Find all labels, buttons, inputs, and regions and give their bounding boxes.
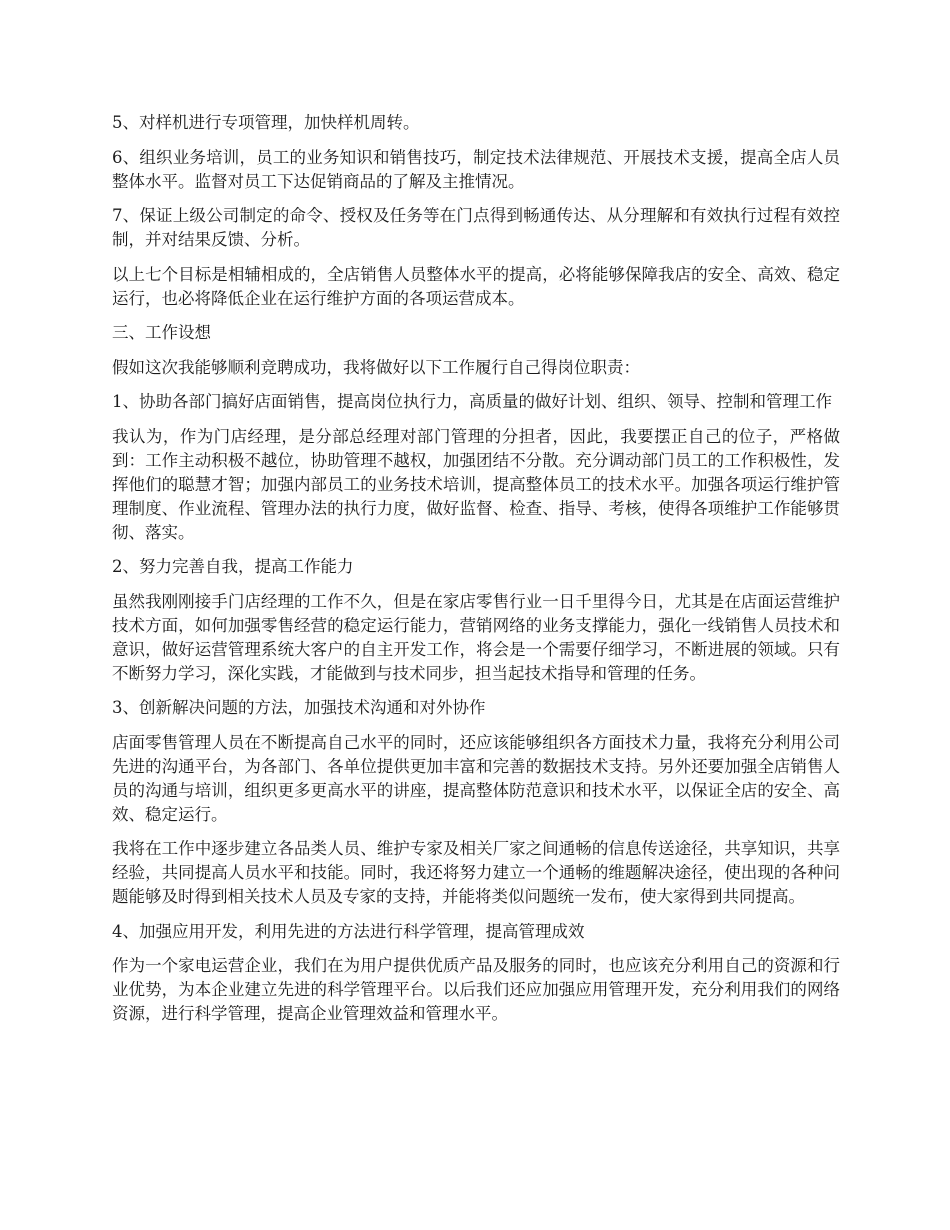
paragraph-business-training: 6、组织业务培训，员工的业务知识和销售技巧，制定技术法律规范、开展技术支援，提高全店人员整体水平。监督对员工下达促销商品的了解及主推情况。 [112, 147, 840, 191]
paragraph-self-improvement: 虽然我刚刚接手门店经理的工作不久，但是在家店零售行业一日千里得今日，尤其是在店面运营维护技术方面，如何加强零售经营的稳定运行能力，营销网络的业务支撑能力，强化一线销售人员技术和意识，做好运营管理系统大客户的自主开发工作，将会是一个需要仔细学习，不断进展的领域。只有不断努力学习，深化实践，才能做到与技术同步，担当起技术指导和管理的任务。 [112, 591, 840, 683]
subheading-innovation-collaboration: 3、创新解决问题的方法，加强技术沟通和对外协作 [112, 698, 486, 717]
paragraph-sample-machine: 5、对样机进行专项管理，加快样机周转。 [112, 113, 420, 132]
paragraph-technical-support: 店面零售管理人员在不断提高自己水平的同时，还应该能够组织各方面技术力量，我将充分利用公司先进的沟通平台，为各部门、各单位提供更加丰富和完善的数据技术支持。另外还要加强全店销售人员的沟通与培训，组织更多更高水平的讲座，提高整体防范意识和技术水平，以保证全店的安全、高效、稳定运行。 [112, 732, 840, 824]
paragraph-information-channels: 我将在工作中逐步建立各品类人员、维护专家及相关厂家之间通畅的信息传送途径，共享知识，共享经验，共同提高人员水平和技能。同时，我还将努力建立一个通畅的维题解决途径，使出现的各种问题能够及时得到相关技术人员及专家的支持，并能将类似问题统一发布，使大家得到共同提高。 [112, 839, 840, 906]
paragraph-management-platform: 作为一个家电运营企业，我们在为用户提供优质产品及服务的同时，也应该充分利用自己的资源和行业优势，为本企业建立先进的科学管理平台。以后我们还应加强应用管理开发，充分利用我们的网络资源，进行科学管理，提高企业管理效益和管理水平。 [112, 956, 840, 1023]
paragraph-manager-role: 我认为，作为门店经理，是分部总经理对部门管理的分担者，因此，我要摆正自己的位子，严格做到：工作主动积极不越位，协助管理不越权，加强团结不分散。充分调动部门员工的工作积极性，发挥他们的聪慧才智；加强内部员工的业务技术培训，提高整体员工的技术水平。加强各项运行维护管理制度、作业流程、管理办法的执行力度，做好监督、检查、指导、考核，使得各项维护工作能够贯彻、落实。 [112, 426, 840, 542]
subheading-assist-departments: 1、协助各部门搞好店面销售，提高岗位执行力，高质量的做好计划、组织、领导、控制和管理工作 [112, 392, 832, 411]
paragraph-command-execution: 7、保证上级公司制定的命令、授权及任务等在门点得到畅通传达、从分理解和有效执行过程有效控制，并对结果反馈、分析。 [112, 206, 840, 249]
section-heading-work-plan: 三、工作设想 [112, 323, 211, 342]
document-body [112, 111, 840, 1037]
paragraph-seven-goals-summary: 以上七个目标是相辅相成的，全店销售人员整体水平的提高，必将能够保障我店的安全、高效、稳定运行，也必将降低企业在运行维护方面的各项运营成本。 [112, 264, 840, 308]
subheading-application-development: 4、加强应用开发，利用先进的方法进行科学管理，提高管理成效 [112, 921, 585, 941]
paragraph-work-plan-intro: 假如这次我能够顺利竞聘成功，我将做好以下工作履行自己得岗位职责： [112, 357, 640, 377]
subheading-self-improvement: 2、努力完善自我，提高工作能力 [112, 557, 354, 576]
